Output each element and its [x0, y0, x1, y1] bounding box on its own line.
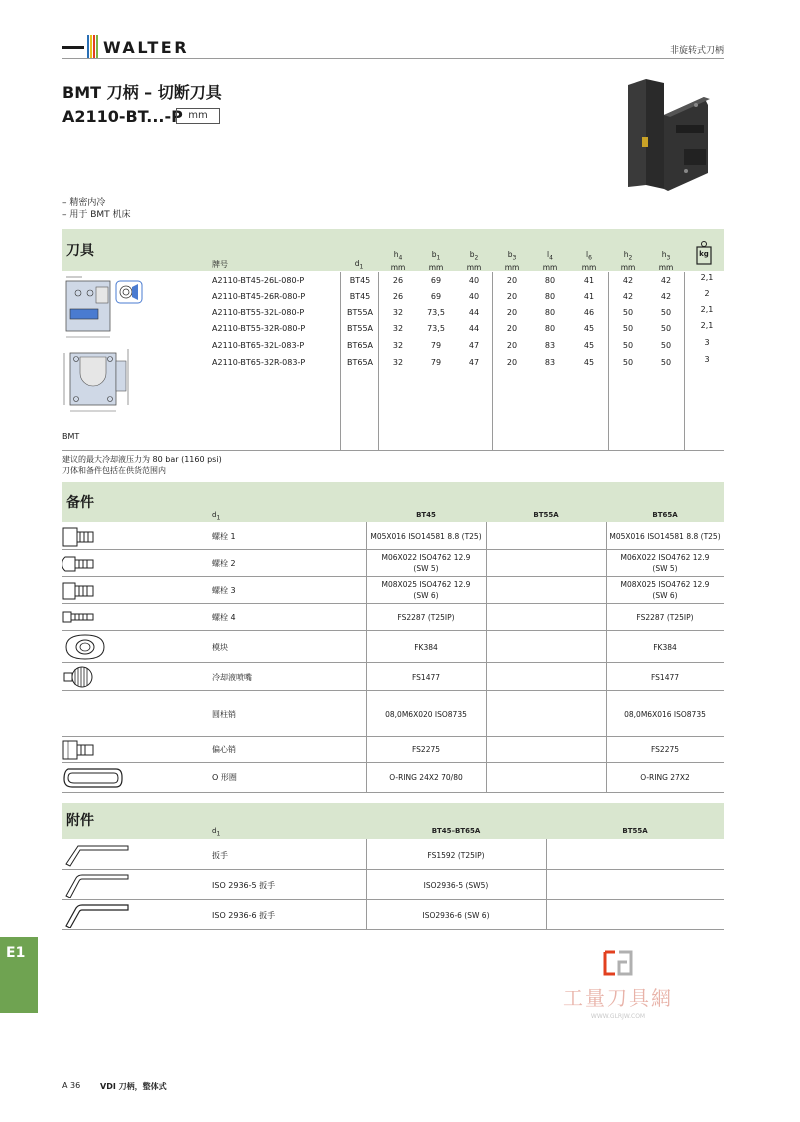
- col-d1: $d_1$: [354, 259, 364, 271]
- watermark-text: 工量刀具網: [563, 986, 673, 1010]
- grid-line: [62, 929, 724, 930]
- col-l4: $l_4$ mm: [542, 250, 558, 272]
- hex-key-icon: [62, 872, 132, 898]
- grid-line: [62, 792, 724, 793]
- eccentric-pin-icon: [62, 739, 96, 761]
- hex-key-icon: [62, 902, 132, 928]
- col-d1: $d_1$: [212, 511, 221, 522]
- table-row: 模块 FK384 FK384: [62, 631, 724, 662]
- table-row: A2110-BT55-32R-080-P BT55A 32 73,5 44 20 80 45 50 50 2,1: [212, 321, 714, 333]
- col-bt55a: BT55A: [622, 827, 648, 835]
- table-row: A2110-BT65-32R-083-P BT65A 32 79 47 20 83 45 50 50 3: [212, 355, 710, 367]
- watermark-url: WWW.GLRJW.COM: [590, 1013, 646, 1020]
- col-b1: $b_1$ mm: [428, 250, 444, 272]
- product-photo: [624, 75, 714, 197]
- col-h2: $h_2$ mm: [620, 250, 636, 272]
- col-h4: $h_4$ mm: [390, 250, 406, 272]
- feature-item: – 精密内冷: [62, 198, 106, 208]
- table-row: 螺栓 3 M08X025 ISO4762 12.9 (SW 6) M08X025 ISO4762 12.9 (SW 6): [62, 577, 724, 603]
- accessories-section-title: 附件: [66, 813, 94, 829]
- table-row: A2110-BT45-26R-080-P BT45 26 69 40 20 80 41 42 42 2: [212, 289, 710, 301]
- header-divider: [62, 58, 724, 59]
- unit-badge: mm: [176, 108, 220, 124]
- page-number: A 36: [62, 1081, 81, 1090]
- table-row: A2110-BT45-26L-080-P BT45 26 69 40 20 80 41 42 42 2,1: [212, 273, 714, 285]
- feature-list: [62, 197, 131, 221]
- tool-top-view-drawing: [60, 275, 150, 345]
- wrench-icon: [62, 842, 132, 868]
- col-bt65a: BT65A: [652, 511, 678, 519]
- col-bt45: BT45: [416, 511, 436, 519]
- logo-bar: [62, 46, 84, 49]
- chapter-tab: E1: [0, 937, 38, 1013]
- col-bt55a: BT55A: [533, 511, 559, 519]
- page-title: BMT 刀柄 – 切断刀具: [62, 83, 222, 102]
- footer-title: VDI 刀柄，整体式: [100, 1082, 167, 1091]
- table-row: ISO 2936-5 扳手 ISO2936-5 (SW5): [62, 870, 724, 899]
- table-row: 螺栓 1 M05X016 ISO14581 8.8 (T25) M05X016 ISO14581 8.8 (T25): [62, 524, 724, 549]
- walter-logo: [62, 36, 189, 58]
- table-row: 冷却液喷嘴 FS1477 FS1477: [62, 663, 724, 690]
- col-h3: $h_3$ mm: [658, 250, 674, 272]
- diagram-label: BMT: [62, 432, 80, 441]
- col-b2: $b_2$ mm: [466, 250, 482, 272]
- spare-parts-section-title: 备件: [66, 495, 94, 511]
- coolant-nozzle-icon: [62, 665, 94, 689]
- screw-icon: [62, 526, 96, 548]
- table-row: 扳手 FS1592 (T25IP): [62, 840, 724, 869]
- table-row: A2110-BT65-32L-083-P BT65A 32 79 47 20 83 45 50 50 3: [212, 338, 710, 350]
- note-line: 建议的最大冷却液压力为 80 bar (1160 psi): [62, 455, 222, 464]
- table-row: 圆柱销 08,0M6X020 ISO8735 08,0M6X016 ISO8735: [212, 710, 706, 719]
- section-label: 非旋转式刀柄: [669, 46, 724, 56]
- note-line: 刀体和备件包括在供货范围内: [62, 466, 166, 475]
- grid-line: [62, 450, 724, 451]
- table-row: ISO 2936-6 扳手 ISO2936-6 (SW 6): [62, 900, 724, 929]
- col-designation: 牌号: [212, 260, 228, 269]
- table-row: 螺栓 4 FS2287 (T25IP) FS2287 (T25IP): [62, 604, 724, 630]
- col-bt45-bt65a: BT45–BT65A: [431, 827, 481, 835]
- watermark: [538, 948, 698, 1020]
- table-row: A2110-BT55-32L-080-P BT55A 32 73,5 44 20 80 46 50 50 2,1: [212, 305, 714, 317]
- table-row: 螺栓 2 M06X022 ISO4762 12.9 (SW 5) M06X022 ISO4762 12.9 (SW 5): [62, 550, 724, 576]
- screw-icon: [62, 553, 96, 575]
- o-ring-icon: [62, 767, 124, 789]
- screw-icon: [62, 580, 96, 602]
- col-l6: $l_6$ mm: [581, 250, 597, 272]
- tools-section-title: 刀具: [66, 243, 94, 259]
- module-icon: [62, 633, 108, 661]
- product-code: A2110-BT...-P: [62, 107, 183, 126]
- table-row: O 形圈 O-RING 24X2 70/80 O-RING 27X2: [62, 763, 724, 792]
- table-row: 偏心销 FS2275 FS2275: [62, 737, 724, 762]
- watermark-logo: [601, 948, 635, 978]
- logo-stripes: [87, 35, 99, 59]
- screw-icon: [62, 609, 96, 625]
- col-b3: $b_3$ mm: [504, 250, 520, 272]
- weight-unit: kg: [699, 250, 709, 258]
- feature-item: – 用于 BMT 机床: [62, 210, 131, 220]
- tool-front-view-drawing: [60, 345, 140, 420]
- coolant-notes: [62, 454, 222, 476]
- weight-icon: [696, 241, 712, 265]
- logo-text: WALTER: [103, 37, 190, 57]
- col-d1: $d_1$: [212, 827, 221, 838]
